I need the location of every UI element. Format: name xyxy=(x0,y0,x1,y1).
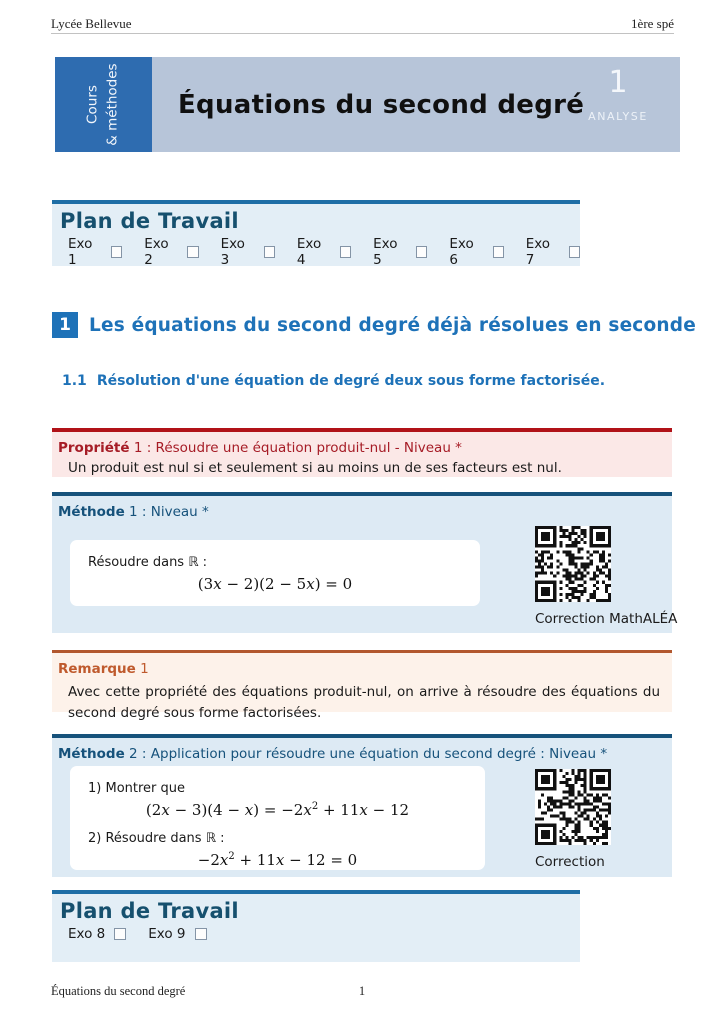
methode1-exercise-card xyxy=(70,540,480,606)
header-school: Lycée Bellevue xyxy=(51,16,132,31)
section-heading xyxy=(52,312,696,338)
exo-item xyxy=(68,236,122,268)
exo-label: Exo 9 xyxy=(148,926,186,942)
exo-checkbox[interactable] xyxy=(114,928,126,940)
methode1-box xyxy=(52,492,678,633)
remarque-body: Avec cette propriété des équations produit-nul, on arrive à résoudre des équations du second degré sous forme factorisées. xyxy=(68,684,660,721)
methode1-qr-label: Correction MathALÉA xyxy=(535,611,678,627)
exo-label: Exo 3 xyxy=(220,236,245,268)
exo-item xyxy=(449,236,503,268)
methode2-item1-number: 1) xyxy=(88,781,102,796)
chapter-banner xyxy=(55,57,680,152)
chapter-title: Équations du second degré xyxy=(178,89,585,120)
exo-label: Exo 1 xyxy=(68,236,93,268)
exo-item xyxy=(144,236,198,268)
exo-label: Exo 4 xyxy=(296,236,322,268)
plan-de-travail-box-2 xyxy=(52,890,580,962)
chapter-badge xyxy=(568,65,668,123)
exo-checklist xyxy=(68,236,580,268)
methode2-exercise-card xyxy=(70,766,485,870)
methode2-equation1: $(2x - 3)(4 - x) = -2x^2 + 11x - 12$ xyxy=(145,801,410,819)
remarque-title-rest: 1 xyxy=(135,661,149,677)
section-title: Les équations du second degré déjà résolues en seconde xyxy=(89,314,696,336)
propriete-title xyxy=(58,440,672,456)
footer-title: Équations du second degré xyxy=(51,984,186,998)
methode2-equation2: $-2x^2 + 11x - 12 = 0$ xyxy=(197,851,358,869)
methode2-qr-label: Correction xyxy=(535,854,605,870)
remarque-keyword: Remarque xyxy=(58,661,136,677)
methode2-title-rest: 2 : Application pour résoudre une équation du second degré : Niveau * xyxy=(124,746,608,762)
exo-label: Exo 7 xyxy=(525,236,551,268)
exo-checkbox[interactable] xyxy=(111,246,122,258)
exo-label: Exo 5 xyxy=(373,236,398,268)
methode2-keyword: Méthode xyxy=(58,746,125,762)
methode2-item1 xyxy=(88,781,485,796)
header-rule xyxy=(51,33,674,34)
exo-item xyxy=(526,236,580,268)
propriete-body: Un produit est nul si et seulement si au moins un de ses facteurs est nul. xyxy=(68,460,562,476)
footer-page-number: 1 xyxy=(358,984,366,998)
header-level: 1ère spé xyxy=(631,16,674,31)
section-number-badge: 1 xyxy=(52,312,78,338)
banner-side-tab xyxy=(55,57,152,152)
methode1-equation: (3x − 2)(2 − 5x) = 0 xyxy=(197,575,353,593)
qr-code-correction xyxy=(535,769,611,845)
methode2-box xyxy=(52,734,672,877)
methode1-title-rest: 1 : Niveau * xyxy=(124,504,209,520)
propriete-box xyxy=(52,428,672,477)
exo-checkbox[interactable] xyxy=(493,246,504,258)
chapter-number: 1 xyxy=(608,65,628,100)
remarque-title xyxy=(58,661,672,677)
subsection-number: 1.1 xyxy=(62,373,87,389)
methode2-item2-text: Résoudre dans ℝ : xyxy=(105,831,225,846)
methode2-item2 xyxy=(88,831,485,846)
methode2-item2-number: 2) xyxy=(88,831,102,846)
banner-main xyxy=(152,57,680,152)
page-header xyxy=(51,16,674,32)
exo-checkbox[interactable] xyxy=(187,246,198,258)
plan-de-travail-box-1 xyxy=(52,200,580,266)
propriete-keyword: Propriété xyxy=(58,440,130,456)
qr-code-correction-mathalea xyxy=(535,526,611,602)
exo-item xyxy=(221,236,275,268)
exo-label: Exo 6 xyxy=(449,236,474,268)
plan-title: Plan de Travail xyxy=(60,209,239,233)
methode1-title xyxy=(58,504,672,520)
remarque-box xyxy=(52,650,672,721)
exo-item xyxy=(297,236,351,268)
chapter-category: ANALYSE xyxy=(588,110,648,123)
propriete-title-rest: 1 : Résoudre une équation produit-nul - Niveau * xyxy=(129,440,462,456)
exo-checkbox[interactable] xyxy=(569,246,580,258)
exo-item xyxy=(68,926,126,942)
methode1-prompt: Résoudre dans ℝ : xyxy=(88,555,208,570)
plan-title: Plan de Travail xyxy=(60,899,239,923)
exo-label: Exo 8 xyxy=(68,926,106,942)
subsection-heading xyxy=(62,373,605,389)
methode2-item1-text: Montrer que xyxy=(105,781,186,796)
exo-checkbox[interactable] xyxy=(264,246,275,258)
exo-label: Exo 2 xyxy=(144,236,169,268)
banner-tab-line1: Cours xyxy=(84,85,101,124)
methode2-title xyxy=(58,746,672,762)
exo-checklist xyxy=(68,926,580,942)
exo-checkbox[interactable] xyxy=(340,246,351,258)
methode1-qr-block xyxy=(535,526,677,627)
exo-checkbox[interactable] xyxy=(416,246,427,258)
exo-item xyxy=(373,236,427,268)
exo-item xyxy=(148,926,206,942)
banner-tab-text xyxy=(84,63,123,145)
methode1-keyword: Méthode xyxy=(58,504,125,520)
exo-checkbox[interactable] xyxy=(195,928,207,940)
subsection-title: Résolution d'une équation de degré deux sous forme factorisée. xyxy=(96,373,606,389)
banner-tab-line2: & méthodes xyxy=(104,63,121,146)
methode2-qr-block xyxy=(535,769,611,870)
